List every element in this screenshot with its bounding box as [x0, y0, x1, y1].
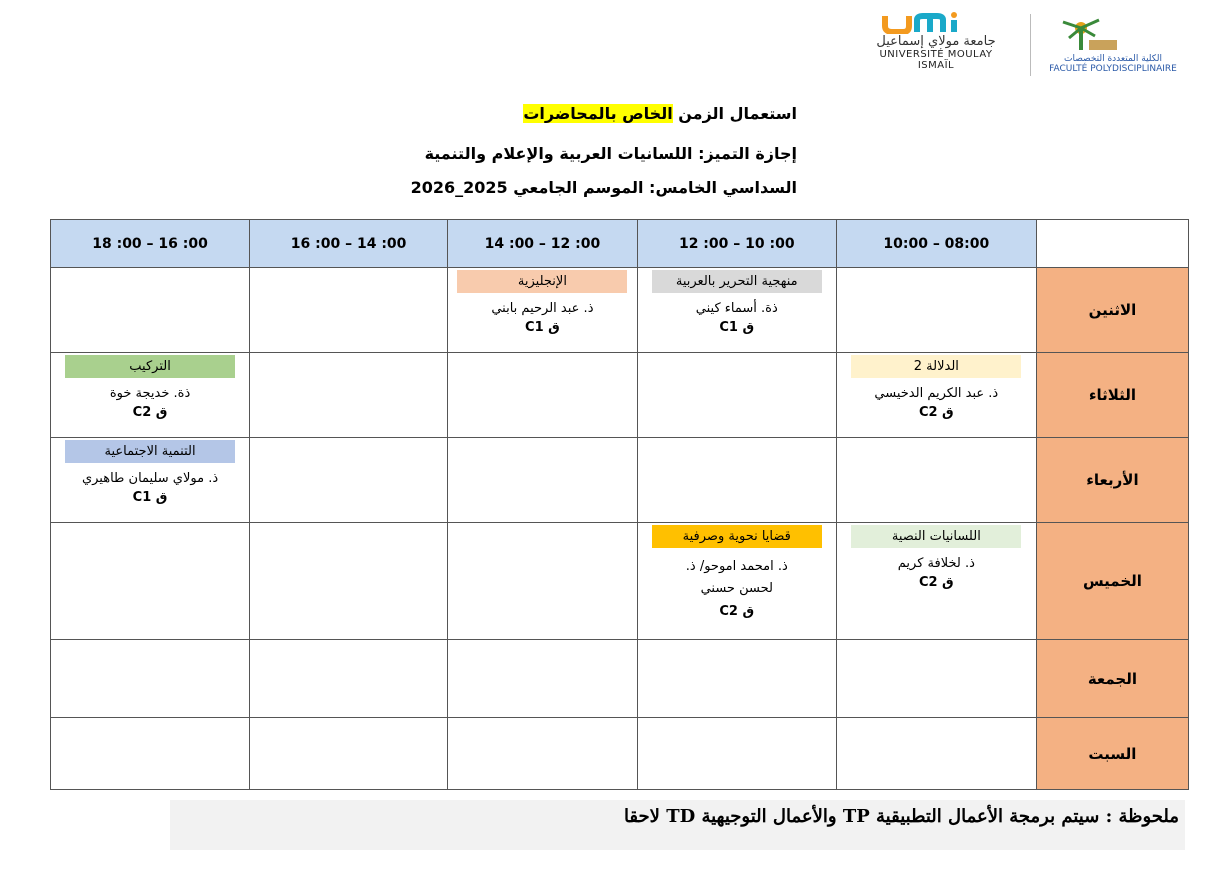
- course-name: التركيب: [65, 355, 235, 378]
- day-row-thursday: [51, 523, 1189, 640]
- slot-cell: [448, 640, 638, 718]
- slot-cell: [448, 438, 638, 523]
- slot-cell: [836, 353, 1036, 438]
- slot-cell: [637, 523, 836, 640]
- course-room: ق C2: [132, 405, 168, 420]
- course-name: منهجية التحرير بالعربية: [652, 270, 822, 293]
- slot-cell: [51, 353, 250, 438]
- day-label: الأربعاء: [1036, 438, 1188, 523]
- slot-cell: [836, 438, 1036, 523]
- slot-cell: [250, 718, 448, 790]
- day-label: الثلاثاء: [1036, 353, 1188, 438]
- day-label: الجمعة: [1036, 640, 1188, 718]
- slot-cell: [637, 640, 836, 718]
- slot-cell: [637, 268, 836, 353]
- slot-cell: [836, 268, 1036, 353]
- logo-divider: [1030, 14, 1031, 76]
- slot-cell: [637, 438, 836, 523]
- slot-cell: [250, 523, 448, 640]
- course-name: التنمية الاجتماعية: [65, 440, 235, 463]
- slot-cell: [51, 523, 250, 640]
- university-logo: [861, 12, 1011, 82]
- course-block: [837, 355, 1036, 420]
- course-room: ق C2: [918, 575, 954, 590]
- course-room: ق C2: [719, 604, 755, 619]
- slot-cell: [51, 718, 250, 790]
- faculty-name-fr: FACULTÉ POLYDISCIPLINAIRE: [1049, 64, 1177, 74]
- course-name: الدلالة 2: [851, 355, 1021, 378]
- course-block: [448, 270, 637, 335]
- schedule-title: [523, 104, 797, 123]
- day-row-wednesday: [51, 438, 1189, 523]
- footnote: [170, 800, 1185, 850]
- time-slot-header: 12 :00 – 10 :00: [637, 220, 836, 268]
- time-slot-header: 10:00 – 08:00: [836, 220, 1036, 268]
- course-professor: ذ. عبد الكريم الدخيسي: [874, 386, 999, 401]
- program-title: إجازة التميز: اللسانيات العربية والإعلام والتنمية: [424, 144, 797, 163]
- course-room: ق C1: [719, 320, 755, 335]
- day-row-friday: [51, 640, 1189, 718]
- day-label: الاثنين: [1036, 268, 1188, 353]
- slot-cell: [448, 353, 638, 438]
- course-room: ق C2: [918, 405, 954, 420]
- course-block: [638, 270, 836, 335]
- course-name: الإنجليزية: [457, 270, 627, 293]
- time-slot-header: 14 :00 – 12 :00: [448, 220, 638, 268]
- course-professor: ذ. عبد الرحيم بابني: [491, 301, 594, 316]
- semester-title: السداسي الخامس: الموسم الجامعي 2025_2026: [410, 178, 797, 197]
- course-name: اللسانيات النصية: [851, 525, 1021, 548]
- footnote-text: ملحوظة : سيتم برمجة الأعمال التطبيقية TP والأعمال التوجيهية TD لاحقا: [623, 806, 1179, 827]
- schedule-title-text: استعمال الزمن: [672, 104, 797, 123]
- course-block: [51, 440, 249, 505]
- day-label: السبت: [1036, 718, 1188, 790]
- slot-cell: [51, 268, 250, 353]
- course-name: قضايا نحوية وصرفية: [652, 525, 822, 548]
- day-row-saturday: [51, 718, 1189, 790]
- slot-cell: [250, 640, 448, 718]
- slot-cell: [448, 523, 638, 640]
- time-slot-header: 18 :00 – 16 :00: [51, 220, 250, 268]
- slot-cell: [836, 640, 1036, 718]
- course-room: ق C1: [525, 320, 560, 335]
- slot-cell: [637, 353, 836, 438]
- day-row-monday: [51, 268, 1189, 353]
- timetable: [50, 219, 1189, 790]
- corner-cell: [1036, 220, 1188, 268]
- slot-cell: [250, 353, 448, 438]
- slot-cell: [836, 523, 1036, 640]
- slot-cell: [836, 718, 1036, 790]
- faculty-logo: [1049, 12, 1177, 82]
- header-logos: [847, 12, 1177, 82]
- course-block: [638, 525, 836, 619]
- course-professor: ذ. لخلافة كريم: [897, 556, 975, 571]
- slot-cell: [448, 268, 638, 353]
- slot-cell: [637, 718, 836, 790]
- palm-tree-icon: [1059, 14, 1119, 54]
- umi-wordmark-icon: [881, 12, 991, 34]
- course-room: ق C1: [132, 490, 168, 505]
- course-professor: ذ. امحمد اموحو/ ذ. لحسن حسني: [685, 559, 788, 596]
- slot-cell: [51, 438, 250, 523]
- time-slot-header: 16 :00 – 14 :00: [250, 220, 448, 268]
- faculty-name-ar: الكلية المتعددة التخصصات: [1064, 54, 1162, 64]
- time-header-row: [51, 220, 1189, 268]
- slot-cell: [250, 438, 448, 523]
- slot-cell: [51, 640, 250, 718]
- course-professor: ذة. خديجة خوة: [109, 386, 191, 401]
- slot-cell: [250, 268, 448, 353]
- university-name-fr: UNIVERSITÉ MOULAY ISMAÏL: [879, 49, 993, 71]
- slot-cell: [448, 718, 638, 790]
- schedule-title-highlight: الخاص بالمحاضرات: [523, 104, 673, 123]
- course-block: [51, 355, 249, 420]
- course-block: [837, 525, 1036, 590]
- day-label: الخميس: [1036, 523, 1188, 640]
- day-row-tuesday: [51, 353, 1189, 438]
- course-professor: ذة. أسماء كيني: [695, 301, 778, 316]
- university-name-ar: جامعة مولاي إسماعيل: [876, 34, 996, 49]
- course-professor: ذ. مولاي سليمان طاهيري: [81, 471, 219, 486]
